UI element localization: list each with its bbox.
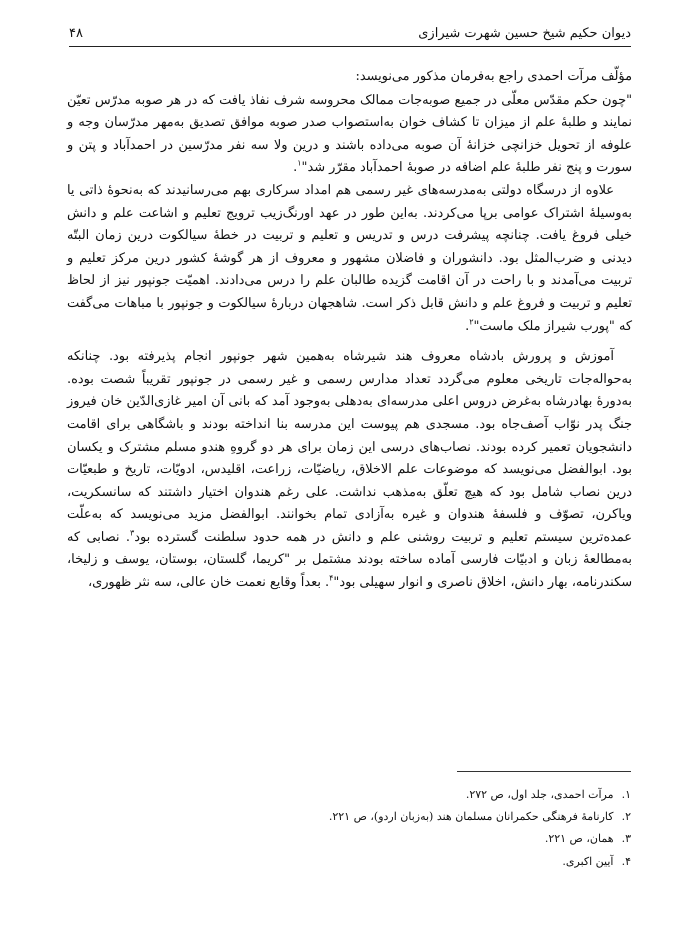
footnote-item — [66, 784, 631, 806]
footnote-item — [66, 851, 631, 873]
quote-intro: مؤلّف مرآت احمدی راجع به‌فرمان مذکور می‌نویسد: — [355, 69, 632, 84]
footnote-ref-2[interactable]: ۲ — [469, 317, 474, 327]
book-title: دیوان حکیم شیخ حسین شهرت شیرازی — [418, 26, 631, 41]
footnotes — [66, 784, 631, 873]
paragraph-1: علاوه از درسگاه دولتی به‌مدرسه‌های غیر رسمی هم امداد سرکاری بهم می‌رسانیدند که به‌نحوهٔ ذاتی یا به‌وسیلهٔ اشتراک عوامی برپا می‌کردند. به‌این طور در عهد اورنگ‌زیب ترویج تعلیم و اشاعت علم و دانش خیلی فروغ یافت. چنانچه پیشرفت درس و تدریس و تعلیم و تربیت در خطهٔ سیالکوت درین زمان البتّه دیدنی و ضرب‌المثل بود. دانشوران و فاضلان مشهور و معروف از هر گوشهٔ کشور درین مرکز تعلیم و تربیت می‌آمدند و با راحت در آن اقامت گزیده طالبان علم را درس می‌دادند. اهمیّت جونپور نیز از لحاظ تعلیم و تربیت و فروغ علم و دانش قابل ذکر است. شاهجهان دربارهٔ سیالکوت و جونپور با مباهات می‌گفت که "پورب شیراز ملک ماست"$^۲$. — [67, 182, 632, 334]
footnote-item — [66, 828, 631, 850]
footnote-divider — [457, 771, 631, 772]
footnote-text: همان، ص ۲۲۱. — [544, 832, 614, 846]
paragraph-2-text-a: آموزش و پرورش بادشاه معروف هند شیرشاه به‌همین شهر جونپور انجام پذیرفته بود. چنانکه به‌حواله‌جات تاریخی معلوم می‌گردد تعداد مدارس رسمی و غیر رسمی در جونپور تقریباً شصت بوده. به‌دورهٔ بهادرشاه به‌غرض دروس اعلی مدرسه‌ای به‌دهلی به‌وجود آمد که بانی آن امیر غازی‌الدّین خان فیروز جنگ پدر نوّاب آصف‌جاه بود. مسجدی هم پیوست این مدرسه بنا انداخته بودند و باشگاهی برای اقامت دانشجویان تعمیر کرده بودند. نصاب‌های درسی این زمان برای هر دو گروهِ هندو مسلم مشترک و یکسان بود. ابوالفضل می‌نویسد که موضوعات علم الاخلاق، ریاضیّات، زراعت، اقلیدس، ادویّات، تاریخ و طبعیّات درین نصاب شامل بود که هیچ تعلّق به‌مذهب نداشت. علی رغم هندوان اختیار داشتند که سانسکریت، ویاکرن، تصوّف و فلسفهٔ هندوان و غیره به‌آزادی تمام بخوانند. ابوالفضل مزید می‌نویسد که به‌علّت عمده‌ترین سیستم تعلیم و تربیت روشنی علم و دانش در همه حدود سلطنت گسترده بود — [67, 349, 632, 545]
paragraph-2 — [67, 346, 632, 595]
main-text — [67, 66, 632, 595]
paragraph-2-text-c: . بعداً وقایع نعمت خان عالی، سه نثر ظهوری، — [87, 575, 330, 591]
footnote-number: ۱. — [621, 788, 631, 801]
footnote-number: ۲. — [621, 810, 631, 824]
footnote-number: ۴. — [621, 854, 631, 868]
footnote-text: مرآت احمدی، جلد اول، ص ۲۷۲. — [465, 788, 614, 801]
footnote-ref-1[interactable]: ۱ — [297, 159, 302, 169]
paragraph-1-text: علاوه از درسگاه دولتی به‌مدرسه‌های غیر رسمی هم امداد سرکاری بهم می‌رسانیدند که به‌نحوهٔ ذاتی یا به‌وسیلهٔ اشتراک عوامی برپا می‌کردند. به‌این طور در عهد اورنگ‌زیب ترویج تعلیم و اشاعت علم و دانش خیلی فروغ یافت. چنانچه پیشرفت درس و تدریس و تعلیم و تربیت در خطهٔ سیالکوت درین زمان البتّه دیدنی و ضرب‌المثل بود. دانشوران و فاضلان مشهور و معروف از هر گوشهٔ کشور درین مرکز تعلیم و تربیت می‌آمدند و با راحت در آن اقامت گزیده طالبان علم را درس می‌دادند. اهمیّت جونپور نیز از لحاظ تعلیم و تربیت و فروغ علم و دانش قابل ذکر است. شاهجهان دربارهٔ سیالکوت و جونپور با مباهات می‌گفت که "پورب شیراز ملک ماست" — [67, 182, 632, 334]
running-header — [69, 24, 631, 47]
footnote-text: آیین اکبری. — [562, 854, 614, 868]
paragraph-2-text-b: . نصابی که به‌مطالعهٔ زبان و ادبیّات فارسی آماده ساخته بودند مشتمل بر "کریما، گلستان، بوستان، یوسف و زلیخا، سکندرنامه، بهار دانش، اخلاق ناصری و انوار سهیلی بود" — [67, 529, 632, 591]
footnote-ref-4[interactable]: ۴ — [329, 573, 334, 583]
footnote-number: ۳. — [621, 832, 631, 846]
quotation-text: "چون حکم مقدّس معلّی در جمیع صوبه‌جات ممالک محروسه شرف نفاذ یافت که در هر صوبه مدرّس تعیّن نمایند و طلبهٔ علم از میزان تا کشاف خوان به‌استصواب صدر صوبه موافق تصدیق به‌مهر مدرّسان وجه و علوفه از تحویل خزانچی خزانهٔ آن صوبه می‌داده باشند و درین ولا سه نفر مدرّسین در احمدآباد و پتن و سورت و پنج نفر طلبهٔ علم اضافه در صوبهٔ احمدآباد مقرّر شد" — [67, 92, 632, 176]
page-number: ۴۸ — [69, 26, 83, 41]
footnote-text: کارنامهٔ فرهنگی حکمرانان مسلمان هند (به‌زبان اردو)، ص ۲۲۱. — [328, 810, 614, 824]
footnote-ref-3[interactable]: ۳ — [129, 528, 135, 538]
footnote-item — [66, 806, 631, 828]
quotation: "چون حکم مقدّس معلّی در جمیع صوبه‌جات ممالک محروسه شرف نفاذ یافت که در هر صوبه مدرّس تعیّن نمایند و طلبهٔ علم از میزان تا کشاف خوان به‌استصواب صدر صوبه موافق تصدیق به‌مهر مدرّسان وجه و علوفه از تحویل خزانچی خزانهٔ آن صوبه می‌داده باشند و درین ولا سه نفر مدرّسین در احمدآباد و پتن و سورت و پنج نفر طلبهٔ علم اضافه در صوبهٔ احمدآباد مقرّر شد"$^۱$. — [67, 92, 632, 176]
